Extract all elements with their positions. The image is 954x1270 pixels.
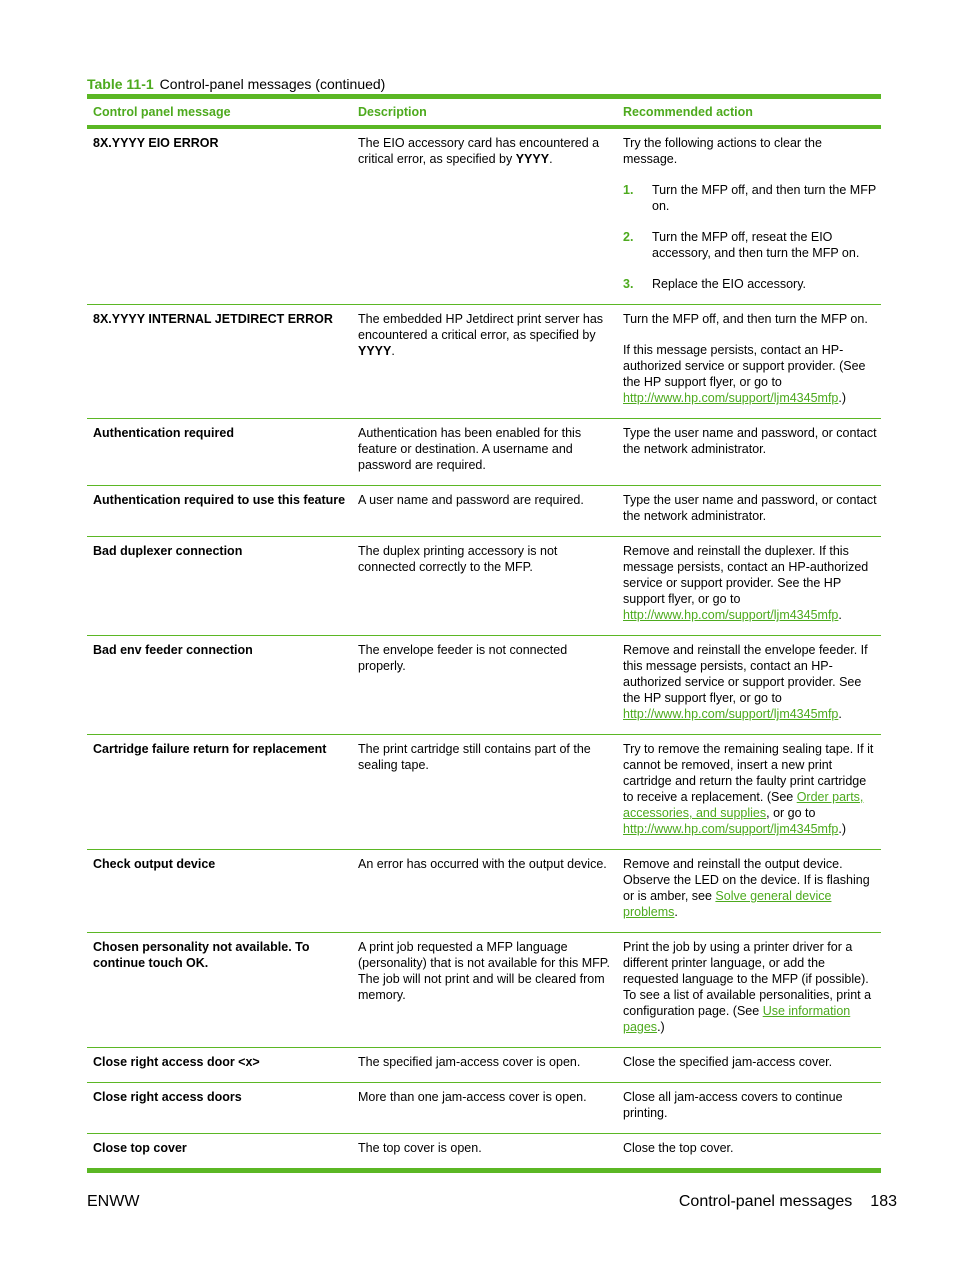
message-cell: Bad env feeder connection (93, 643, 253, 657)
description-cell (352, 735, 617, 849)
action-step (623, 229, 877, 261)
text-run: The print cartridge still contains part of the sealing tape. (358, 742, 591, 772)
text-run: .) (838, 391, 847, 405)
text-run: The embedded HP Jetdirect print server has encountered a critical error, as specified by (358, 312, 604, 342)
bold-text: YYYY (358, 344, 392, 358)
footer-section: Control-panel messages (678, 1193, 853, 1210)
table-row (87, 1083, 881, 1134)
page-number: 183 (870, 1193, 897, 1210)
action-intro: Try the following actions to clear the message. (623, 136, 822, 166)
text-run: Type the user name and password, or contact the network administrator. (623, 493, 877, 523)
table-body (87, 129, 881, 1173)
action-paragraph (623, 425, 877, 457)
text-run: .) (838, 822, 847, 836)
table-caption (87, 76, 385, 92)
description-cell (352, 850, 617, 932)
text-run: Authentication has been enabled for this feature or destination. A username and password are required. (358, 426, 582, 472)
action-step (623, 182, 877, 214)
action-cell (617, 486, 881, 536)
action-cell (617, 305, 881, 418)
step-text: Turn the MFP off, and then turn the MFP on. (652, 183, 876, 213)
action-step (623, 276, 877, 292)
text-run: The envelope feeder is not connected properly. (358, 643, 568, 673)
action-cell (617, 129, 881, 304)
text-run: Close the top cover. (623, 1141, 734, 1155)
description-cell (352, 636, 617, 734)
message-cell: Authentication required to use this feature (93, 493, 346, 507)
text-run: An error has occurred with the output device. (358, 857, 607, 871)
hyperlink[interactable]: Use information pages (623, 1004, 851, 1034)
table-row (87, 933, 881, 1048)
text-run: . (838, 608, 842, 622)
step-text: Turn the MFP off, reseat the EIO accessory, and then turn the MFP on. (652, 230, 860, 260)
text-run: Remove and reinstall the output device. Observe the LED on the device. If is flashing or is amber, see (623, 857, 870, 903)
text-run: , or go to (766, 806, 816, 820)
table-row (87, 636, 881, 735)
action-paragraph (623, 492, 877, 524)
text-run: The duplex printing accessory is not connected correctly to the MFP. (358, 544, 558, 574)
description-cell (352, 419, 617, 485)
action-paragraph (623, 311, 877, 327)
message-cell: Authentication required (93, 426, 234, 440)
message-cell: Close top cover (93, 1141, 187, 1155)
message-cell: Bad duplexer connection (93, 544, 243, 558)
text-run: A print job requested a MFP language (personality) that is not available for this MFP. The job will not print and will be cleared from memory. (358, 940, 610, 1002)
action-cell (617, 1083, 881, 1133)
bold-text: YYYY (515, 152, 550, 166)
hyperlink[interactable]: http://www.hp.com/support/ljm4345mfp (623, 822, 839, 836)
description-cell (352, 1048, 617, 1082)
text-run: Turn the MFP off, and then turn the MFP on. (623, 312, 868, 326)
table-title: Control-panel messages (continued) (159, 76, 386, 92)
text-run: Remove and reinstall the envelope feeder. If this message persists, contact an HP-authorized service or support provider. See the HP support flyer, or go to (623, 643, 868, 705)
step-number: 1. (623, 183, 634, 197)
hyperlink[interactable]: Order parts, accessories, and supplies (623, 790, 864, 820)
description-cell (352, 305, 617, 418)
description-cell (352, 1083, 617, 1133)
text-run: The EIO accessory card has encountered a critical error, as specified by (358, 136, 600, 166)
step-number: 2. (623, 230, 634, 244)
text-run: . (549, 152, 553, 166)
description-cell (352, 486, 617, 536)
text-run: The specified jam-access cover is open. (358, 1055, 581, 1069)
text-run: Close all jam-access covers to continue printing. (623, 1090, 843, 1120)
action-paragraph (623, 543, 877, 623)
action-cell (617, 419, 881, 485)
description-cell (352, 933, 617, 1047)
table-number: Table 11-1 (87, 76, 154, 92)
table-row (87, 537, 881, 636)
text-run: The top cover is open. (358, 1141, 482, 1155)
table-row (87, 1134, 881, 1173)
hyperlink[interactable]: Solve general device problems (623, 889, 832, 919)
hyperlink[interactable]: http://www.hp.com/support/ljm4345mfp (623, 391, 839, 405)
action-paragraph (623, 1089, 877, 1121)
table-row (87, 850, 881, 933)
action-paragraph (623, 939, 877, 1035)
header-message: Control panel message (93, 105, 231, 119)
action-paragraph (623, 1054, 877, 1070)
text-run: More than one jam-access cover is open. (358, 1090, 587, 1104)
header-description: Description (358, 105, 427, 119)
hyperlink[interactable]: http://www.hp.com/support/ljm4345mfp (623, 608, 839, 622)
text-run: A user name and password are required. (358, 493, 584, 507)
action-cell (617, 1134, 881, 1168)
table-row (87, 735, 881, 850)
table-row (87, 305, 881, 419)
hyperlink[interactable]: http://www.hp.com/support/ljm4345mfp (623, 707, 839, 721)
footer-left: ENWW (87, 1193, 140, 1210)
table-row (87, 1048, 881, 1083)
messages-table (87, 94, 881, 1173)
text-run: . (391, 344, 395, 358)
message-cell: Check output device (93, 857, 216, 871)
table-row (87, 486, 881, 537)
action-cell (617, 1048, 881, 1082)
message-cell: Close right access doors (93, 1090, 242, 1104)
text-run: Try to remove the remaining sealing tape. If it cannot be removed, insert a new print cartridge and return the faulty print cartridge to receive a replacement. (See (623, 742, 874, 804)
text-run: If this message persists, contact an HP-authorized service or support provider. (See the HP support flyer, or go to (623, 343, 866, 389)
table-row (87, 129, 881, 305)
action-paragraph (623, 342, 877, 406)
text-run: Type the user name and password, or contact the network administrator. (623, 426, 877, 456)
text-run: . (838, 707, 842, 721)
description-cell (352, 1134, 617, 1168)
description-cell (352, 537, 617, 635)
step-number: 3. (623, 277, 634, 291)
action-paragraph (623, 1140, 877, 1156)
action-paragraph (623, 856, 877, 920)
text-run: Close the specified jam-access cover. (623, 1055, 833, 1069)
action-cell (617, 636, 881, 734)
action-cell (617, 537, 881, 635)
text-run: Print the job by using a printer driver for a different printer language, or add the requested language to the MFP (if possible). To see a list of available personalities, print a configuration page. (See (623, 940, 872, 1018)
text-run: .) (657, 1020, 665, 1034)
action-paragraph (623, 741, 877, 837)
text-run: Remove and reinstall the duplexer. If this message persists, contact an HP-authorized service or support provider. See the HP support flyer, or go to (623, 544, 869, 606)
action-cell (617, 850, 881, 932)
message-cell: Close right access door <x> (93, 1055, 260, 1069)
description-cell (352, 129, 617, 304)
message-cell: Cartridge failure return for replacement (93, 742, 327, 756)
message-cell: 8X.YYYY INTERNAL JETDIRECT ERROR (93, 312, 333, 326)
table-header (87, 94, 881, 129)
action-paragraph (623, 642, 877, 722)
header-action: Recommended action (623, 105, 753, 119)
action-cell (617, 933, 881, 1047)
message-cell: Chosen personality not available. To continue touch OK. (93, 940, 310, 970)
text-run: . (674, 905, 678, 919)
action-cell (617, 735, 881, 849)
footer-right (679, 1192, 897, 1212)
step-text: Replace the EIO accessory. (652, 277, 807, 291)
table-row (87, 419, 881, 486)
message-cell: 8X.YYYY EIO ERROR (93, 136, 219, 150)
